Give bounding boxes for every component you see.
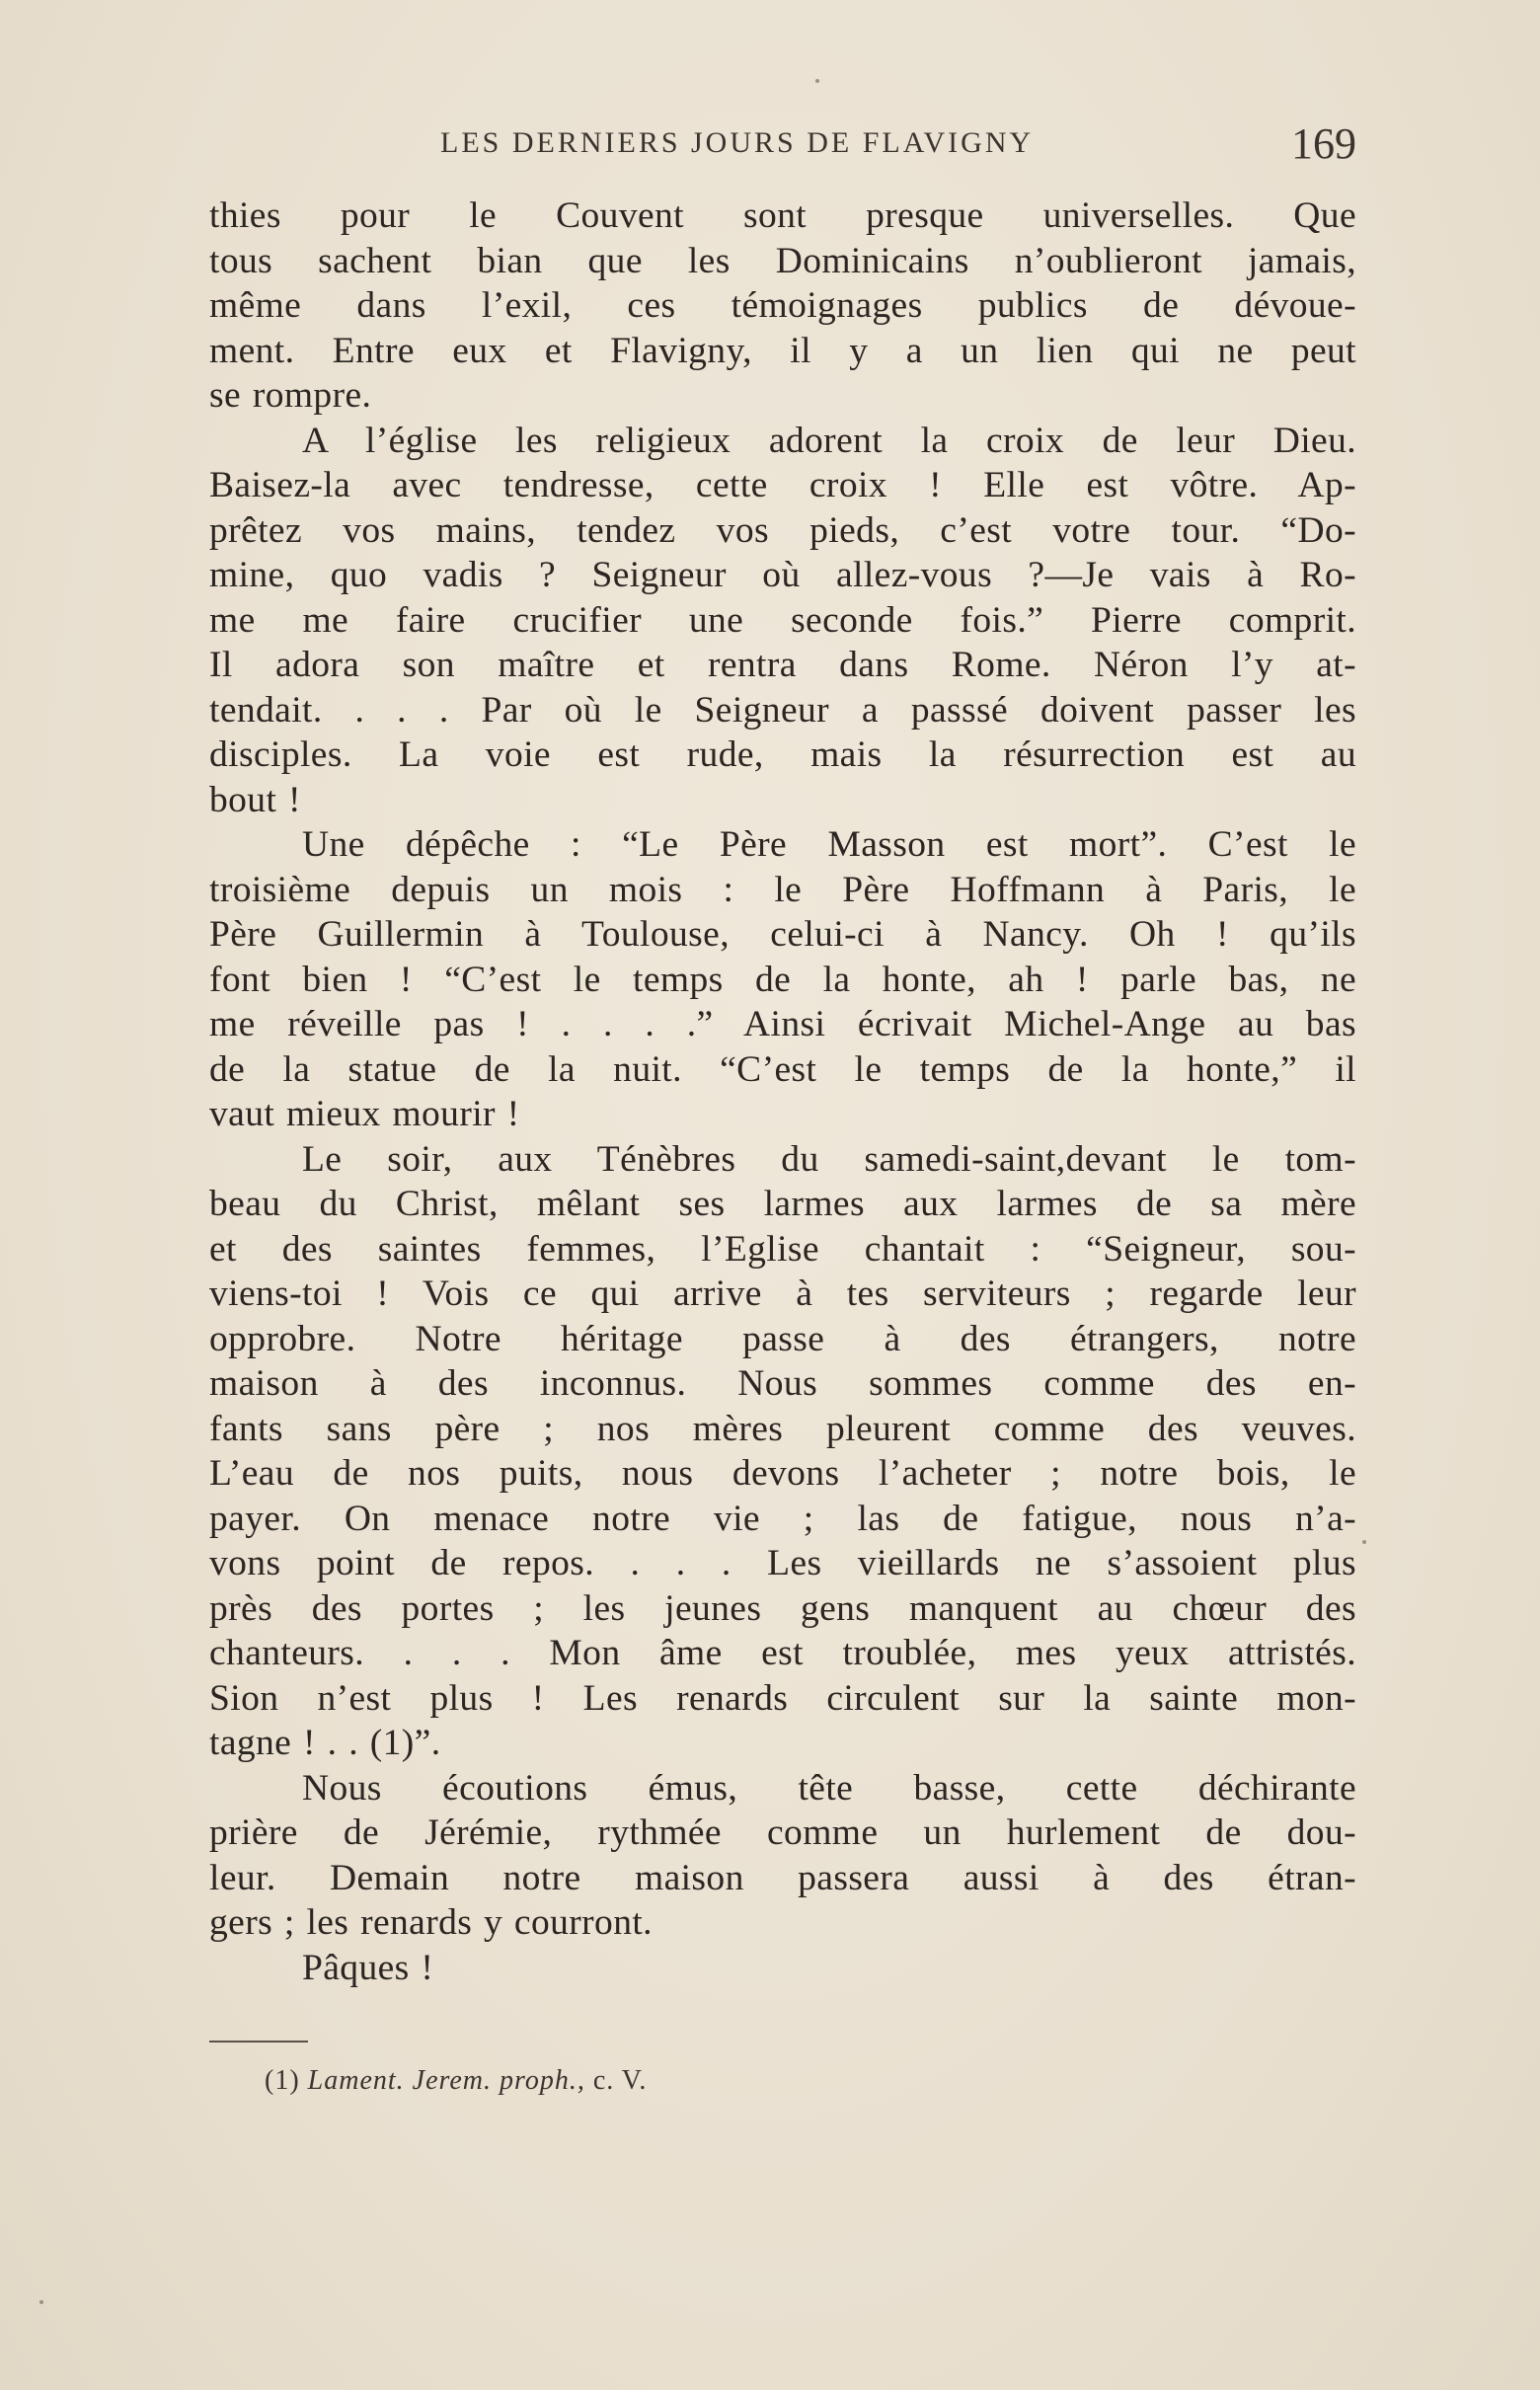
text-line: près des portes ; les jeunes gens manquent au chœur des [209, 1587, 1356, 1629]
text-line: tendait. . . . Par où le Seigneur a passsé doivent passer les [209, 689, 1356, 731]
text-line: font bien ! “C’est le temps de la honte, ah ! parle bas, ne [209, 959, 1356, 1000]
paper-speck [815, 79, 819, 83]
text-line: Le soir, aux Ténèbres du samedi-saint,devant le tom- [302, 1138, 1356, 1180]
text-line: bout ! [209, 779, 301, 820]
text-line: ment. Entre eux et Flavigny, il y a un lien qui ne peut [209, 330, 1356, 371]
text-line: tagne ! . . (1)”. [209, 1723, 441, 1763]
footnote-reference: c. V. [592, 2065, 648, 2096]
running-head [211, 118, 1356, 178]
text-line: Sion n’est plus ! Les renards circulent sur la sainte mon- [209, 1677, 1356, 1719]
text-line: troisième depuis un mois : le Père Hoffmann à Paris, le [209, 869, 1356, 910]
text-line: prêtez vos mains, tendez vos pieds, c’est votre tour. “Do- [209, 509, 1356, 551]
text-line: me me faire crucifier une seconde fois.” Pierre comprit. [209, 599, 1356, 641]
text-line: Nous écoutions émus, tête basse, cette déchirante [302, 1767, 1356, 1809]
text-line: leur. Demain notre maison passera aussi à des étran- [209, 1857, 1356, 1898]
text-line: Père Guillermin à Toulouse, celui-ci à Nancy. Oh ! qu’ils [209, 914, 1356, 955]
text-line: Il adora son maître et rentra dans Rome. Néron l’y at- [209, 645, 1356, 685]
text-line: beau du Christ, mêlant ses larmes aux larmes de sa mère [209, 1184, 1356, 1224]
text-line: même dans l’exil, ces témoignages publics de dévoue- [209, 285, 1356, 326]
text-line: Pâques ! [302, 1947, 434, 1988]
text-line: et des saintes femmes, l’Eglise chantait : “Seigneur, sou- [209, 1228, 1356, 1270]
text-line: opprobre. Notre héritage passe à des étrangers, notre [209, 1318, 1356, 1359]
text-line: disciples. La voie est rude, mais la résurrection est au [209, 734, 1356, 775]
text-line: L’eau de nos puits, nous devons l’acheter ; notre bois, le [209, 1453, 1356, 1494]
text-line: viens-toi ! Vois ce qui arrive à tes serviteurs ; regarde leur [209, 1273, 1356, 1314]
running-title: LES DERNIERS JOURS DE FLAVIGNY [440, 126, 1035, 159]
text-line: tous sachent bian que les Dominicains n’oublieront jamais, [209, 240, 1356, 281]
footnote [265, 2065, 647, 2097]
body-text [209, 193, 1356, 1990]
text-line: Une dépêche : “Le Père Masson est mort”. C’est le [302, 824, 1356, 865]
page-number: 169 [1291, 119, 1356, 168]
text-line: chanteurs. . . . Mon âme est troublée, mes yeux attristés. [209, 1633, 1356, 1673]
text-line: vons point de repos. . . . Les vieillards ne s’assoient plus [209, 1543, 1356, 1583]
footnote-rule [209, 2041, 308, 2043]
text-line: Baisez-la avec tendresse, cette croix ! Elle est vôtre. Ap- [209, 465, 1356, 505]
text-line: mine, quo vadis ? Seigneur où allez-vous ?—Je vais à Ro- [209, 555, 1356, 595]
text-line: me réveille pas ! . . . .” Ainsi écrivait Michel-Ange au bas [209, 1004, 1356, 1044]
text-line: prière de Jérémie, rythmée comme un hurlement de dou- [209, 1812, 1356, 1853]
paper-speck [1362, 1540, 1366, 1544]
footnote-citation: Lament. Jerem. proph., [307, 2065, 585, 2096]
text-line: thies pour le Couvent sont presque universelles. Que [209, 195, 1356, 236]
footnote-marker: (1) [265, 2065, 300, 2096]
text-line: gers ; les renards y courront. [209, 1902, 653, 1943]
text-line: de la statue de la nuit. “C’est le temps de la honte,” il [209, 1048, 1356, 1090]
paper-speck [39, 2300, 43, 2304]
text-line: payer. On menace notre vie ; las de fatigue, nous n’a- [209, 1498, 1356, 1539]
text-line: se rompre. [209, 375, 372, 416]
text-line: fants sans père ; nos mères pleurent comme des veuves. [209, 1408, 1356, 1449]
text-line: A l’église les religieux adorent la croix de leur Dieu. [302, 420, 1356, 461]
text-line: maison à des inconnus. Nous sommes comme des en- [209, 1363, 1356, 1404]
text-line: vaut mieux mourir ! [209, 1094, 520, 1134]
